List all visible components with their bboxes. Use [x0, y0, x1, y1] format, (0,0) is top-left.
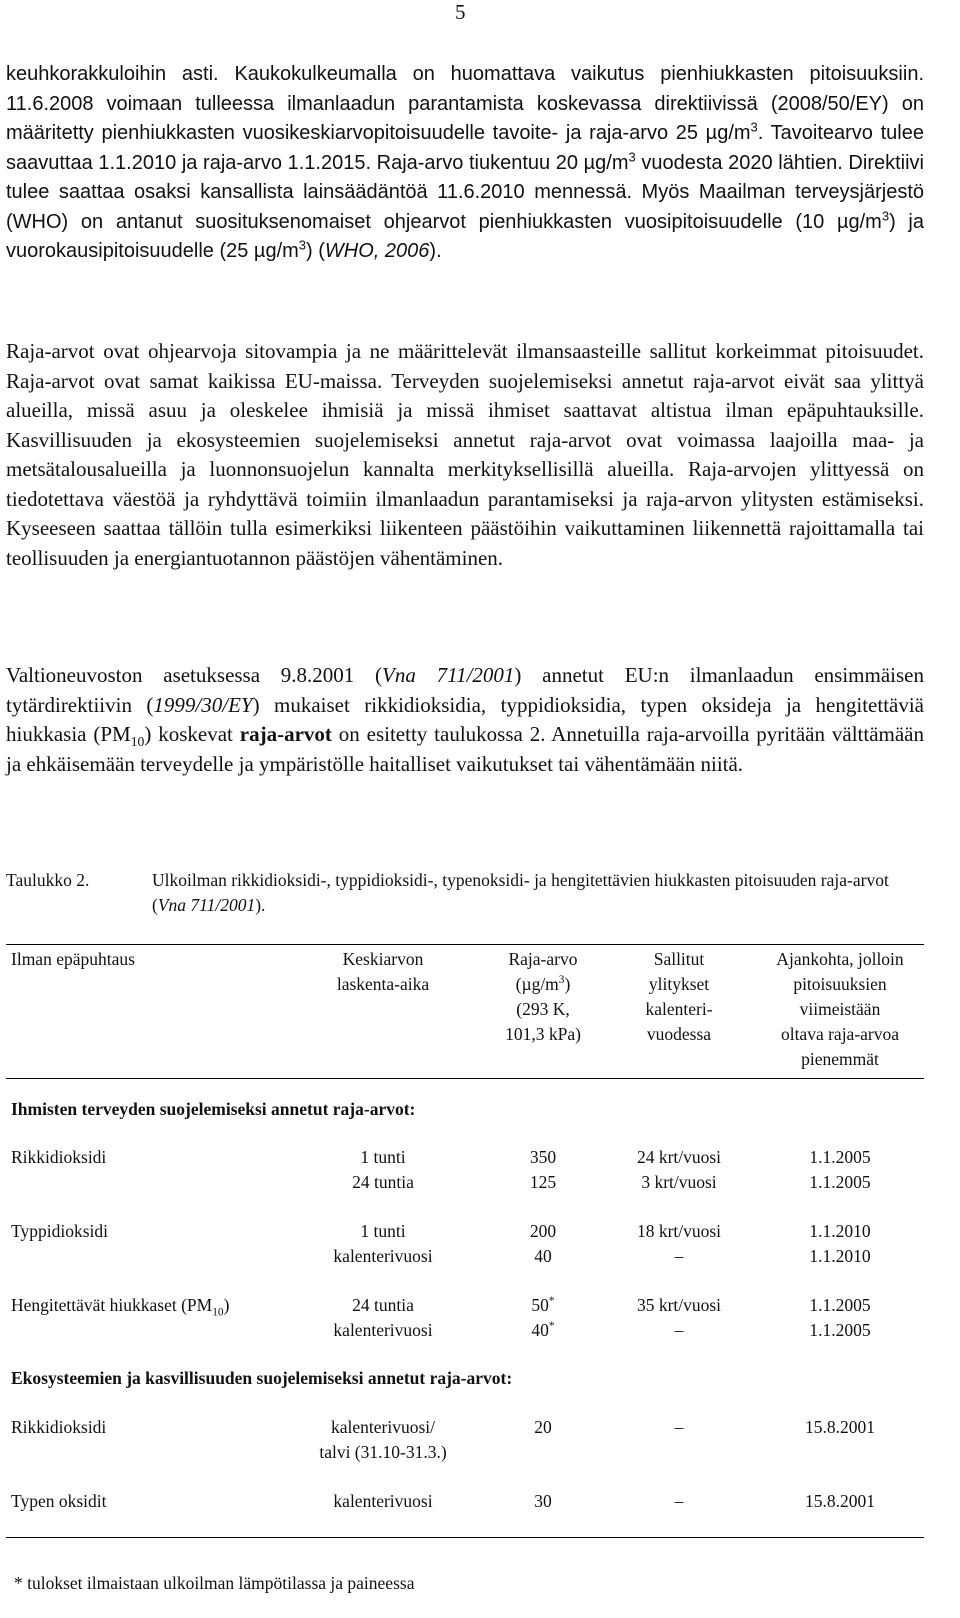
pollutant-so2: Rikkidioksidi [11, 1147, 107, 1167]
exceedances: – [674, 1491, 684, 1511]
paragraph-pm-directive: keuhkorakkuloihin asti. Kaukokulkeumalla on huomattava vaikutus pienhiukkasten pitoisuuksiin. 11.6.2008 voimaan tulleessa ilmanlaadun parantamista koskevassa direktiivissä (2008/50/EY) on määritetty pienhiukkasten vuosikeskiarvopitoisuudelle tavoite- ja raja-arvo 25 $\mu g/m^3$. Tavoitearvo tulee saavuttaa 1.1.2010 ja raja-arvo 1.1.2015. Raja-arvo tiukentuu 20 $\mu g/m^3$ vuodesta 2020 lähtien. Direktiivi tulee saattaa osaksi kansallista lainsäädäntöä 11.6.2010 mennessä. Myös Maailman terveysjärjestö (WHO) on antanut suosituksenomaiset ohjearvot pienhiukkasten vuosipitoisuudelle (10 $\mu g/m^3$) ja vuorokausipitoisuudelle (25 $\mu g/m^3$) (WHO, 2006). [6, 63, 924, 262]
exceedances: – [674, 1320, 684, 1340]
limit-value: 50* [531, 1295, 555, 1315]
exceedances: 24 krt/vuosi [636, 1147, 722, 1167]
limit-value: 125 [529, 1172, 557, 1192]
paragraph-limit-values: Raja-arvot ovat ohjearvoja sitovampia ja ne määrittelevät ilmansaasteille sallitut korkeimmat pitoisuudet. Raja-arvot ovat samat kaikissa EU-maissa. Terveyden suojelemiseksi annetut raja-arvot eivät saa ylittyä alueilla, missä asuu ja oleskelee ihmisiä ja missä ihmiset saattavat altistua ilman epäpuhtauksille. Kasvillisuuden ja ekosysteemien suojelemiseksi annetut raja-arvot ovat voimassa laajoilla maa- ja metsätalousalueilla ja luonnonsuojelun kannalta merkityksellisillä alueilla. Raja-arvojen ylittyessä on tiedotettava väestöä ja ryhdyttävä toimiin ilmanlaadun parantamiseksi ja raja-arvon ylitysten estämiseksi. Kyseeseen saattaa tällöin tulla esimerkiksi liikenteen päästöihin vaikuttaminen liikennettä rajoittamalla tai teollisuuden ja energiantuotannon päästöjen vähentäminen. [6, 339, 924, 570]
period: 1 tunti [360, 1221, 406, 1241]
header-pollutant: Ilman epäpuhtaus [11, 949, 135, 969]
pollutant-no2: Typpidioksidi [11, 1221, 108, 1241]
pollutant-so2-eco: Rikkidioksidi [11, 1417, 107, 1437]
header-limit-value: Raja-arvo $(\mu g/m^3)$ (293 K, 101,3 kPa) [505, 949, 581, 1044]
period: kalenterivuosi [333, 1320, 433, 1340]
limit-value: 20 [534, 1417, 552, 1437]
deadline: 1.1.2005 [809, 1172, 871, 1192]
limit-value: 30 [534, 1491, 552, 1511]
deadline: 1.1.2010 [809, 1221, 871, 1241]
table-bottom-rule [6, 1537, 924, 1538]
deadline: 1.1.2005 [809, 1147, 871, 1167]
period: kalenterivuosi/ talvi (31.10-31.3.) [319, 1417, 447, 1462]
deadline: 15.8.2001 [805, 1491, 875, 1511]
page-number: 5 [455, 0, 466, 24]
limit-value: 40* [531, 1320, 555, 1340]
header-deadline: Ajankohta, jolloin pitoisuuksien viimeistään oltava raja-arvoa pienemmät [776, 949, 904, 1069]
paragraph-government-decree: Valtioneuvoston asetuksessa 9.8.2001 (Vna 711/2001) annetut EU:n ilmanlaadun ensimmäisen tytärdirektiivin (1999/30/EY) mukaiset rikkidioksidia, typpidioksidia, typen oksideja ja hengitettäviä hiukkasia $(PM_{10})$ koskevat raja-arvot on esitetty taulukossa 2. Annetuilla raja-arvoilla pyritään välttämään ja ehkäisemään terveydelle ja ympäristölle haitalliset vaikutukset tai vähentämään niitä. [6, 663, 924, 776]
pollutant-pm10: Hengitettävät hiukkaset $(PM_{10})$ [11, 1295, 230, 1319]
exceedances: 35 krt/vuosi [636, 1295, 722, 1315]
period: kalenterivuosi [333, 1491, 433, 1511]
period: 24 tuntia [352, 1295, 414, 1315]
header-averaging-period: Keskiarvon laskenta-aika [336, 949, 430, 994]
exceedances: – [674, 1417, 684, 1437]
limit-value: 350 [529, 1147, 557, 1167]
limit-value: 200 [529, 1221, 557, 1241]
deadline: 15.8.2001 [805, 1417, 875, 1437]
exceedances: 3 krt/vuosi [641, 1172, 717, 1192]
period: 24 tuntia [352, 1172, 414, 1192]
header-allowed-exceedances: Sallitut ylitykset kalenteri- vuodessa [645, 949, 713, 1044]
table-caption-label: Taulukko 2. [6, 870, 90, 890]
exceedances: – [674, 1246, 684, 1266]
footnote: * tulokset ilmaistaan ulkoilman lämpötilassa ja paineessa [14, 1573, 415, 1593]
deadline: 1.1.2005 [809, 1320, 871, 1340]
limit-value: 40 [534, 1246, 552, 1266]
deadline: 1.1.2005 [809, 1295, 871, 1315]
section-ecosystems: Ekosysteemien ja kasvillisuuden suojelemiseksi annetut raja-arvot: [11, 1368, 513, 1388]
table-header-rule [6, 1078, 924, 1079]
deadline: 1.1.2010 [809, 1246, 871, 1266]
period: kalenterivuosi [333, 1246, 433, 1266]
exceedances: 18 krt/vuosi [636, 1221, 722, 1241]
period: 1 tunti [360, 1147, 406, 1167]
table-caption-text: Ulkoilman rikkidioksidi-, typpidioksidi-, typenoksidi- ja hengitettävien hiukkasten pitoisuuden raja-arvot (Vna 711/2001). [152, 870, 889, 915]
section-health: Ihmisten terveyden suojelemiseksi annetut raja-arvot: [11, 1099, 416, 1119]
pollutant-nox: Typen oksidit [11, 1491, 107, 1511]
table-top-rule [6, 944, 924, 945]
